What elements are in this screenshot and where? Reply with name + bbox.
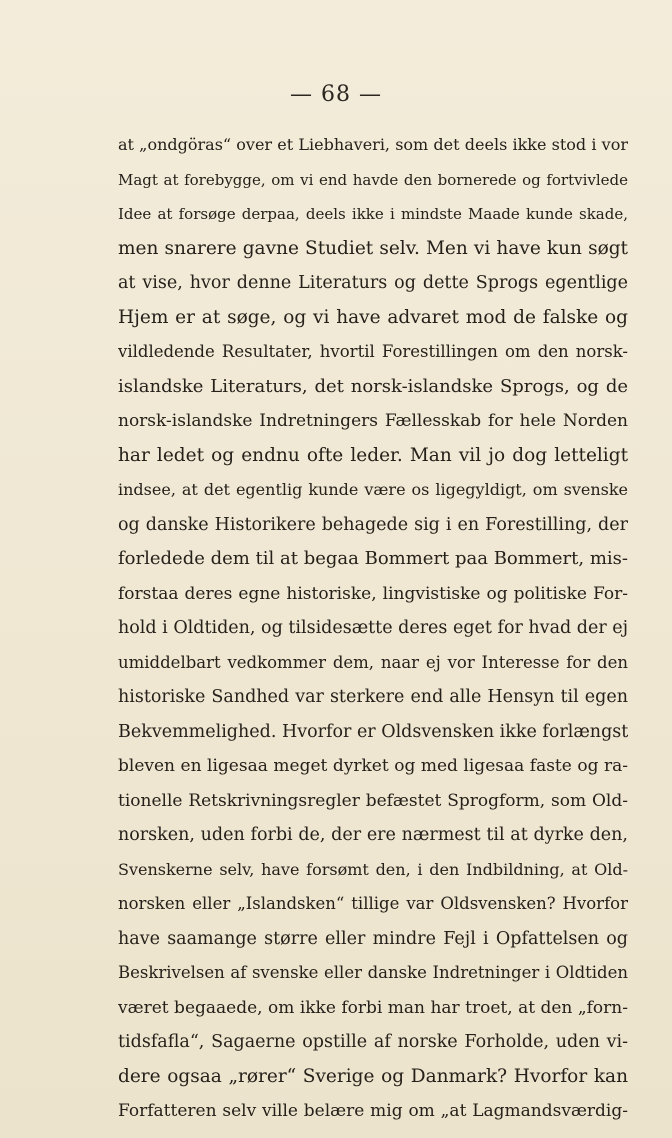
page-number: — 68 —: [290, 82, 382, 107]
text-line: umiddelbart vedkommer dem, naar ej vor Interesse for den: [118, 652, 628, 672]
body-text: [118, 128, 628, 1129]
text-line: Hjem er at søge, og vi have advaret mod de falske og: [118, 306, 628, 328]
text-line: at „ondgöras“ over et Liebhaveri, som det deels ikke stod i vor: [118, 135, 628, 154]
text-line: forstaa deres egne historiske, lingvistiske og politiske For-: [118, 583, 628, 604]
text-line: at vise, hvor denne Literaturs og dette Sprogs egentlige: [118, 273, 628, 293]
text-line: været begaaede, om ikke forbi man har troet, at den „forn-: [118, 997, 628, 1018]
text-line: dere ogsaa „rører“ Sverige og Danmark? Hvorfor kan: [118, 1065, 628, 1087]
text-line: norsk-islandske Indretningers Fællesskab for hele Norden: [118, 411, 628, 431]
text-line: norsken, uden forbi de, der ere nærmest til at dyrke den,: [118, 825, 628, 845]
text-line: bleven en ligesaa meget dyrket og med ligesaa faste og ra-: [118, 756, 628, 776]
text-line: hold i Oldtiden, og tilsidesætte deres eget for hvad der ej: [118, 618, 628, 638]
text-line: Beskrivelsen af svenske eller danske Indretninger i Oldtiden: [118, 963, 628, 982]
text-line: har ledet og endnu ofte leder. Man vil jo dog letteligt: [118, 444, 628, 466]
text-line: Bekvemmelighed. Hvorfor er Oldsvensken ikke forlængst: [118, 721, 628, 742]
text-line: tidsfafla“, Sagaerne opstille af norske Forholde, uden vi-: [118, 1032, 628, 1052]
text-line: vildledende Resultater, hvortil Forestillingen om den norsk-: [118, 342, 628, 361]
text-line: have saamange større eller mindre Fejl i Opfattelsen og: [118, 928, 628, 949]
text-line: indsee, at det egentlig kunde være os ligegyldigt, om svenske: [118, 480, 628, 499]
text-line: islandske Literaturs, det norsk-islandske Sprogs, og de: [118, 375, 628, 397]
text-line: og danske Historikere behagede sig i en Forestilling, der: [118, 514, 628, 535]
text-line: forledede dem til at begaa Bommert paa Bommert, mis-: [118, 548, 628, 569]
text-line: men snarere gavne Studiet selv. Men vi have kun søgt: [118, 237, 628, 259]
text-line: norsken eller „Islandsken“ tillige var Oldsvensken? Hvorfor: [118, 894, 628, 913]
text-line: tionelle Retskrivningsregler befæstet Sprogform, som Old-: [118, 790, 628, 811]
text-line: Magt at forebygge, om vi end havde den bornerede og fortvivlede: [118, 170, 628, 189]
text-line: historiske Sandhed var sterkere end alle Hensyn til egen: [118, 687, 628, 707]
text-line: Svenskerne selv, have forsømt den, i den Indbildning, at Old-: [118, 859, 628, 879]
text-line: Idee at forsøge derpaa, deels ikke i mindste Maade kunde skade,: [118, 205, 628, 223]
text-line: Forfatteren selv ville belære mig om „at Lagmandsværdig-: [118, 1101, 628, 1121]
